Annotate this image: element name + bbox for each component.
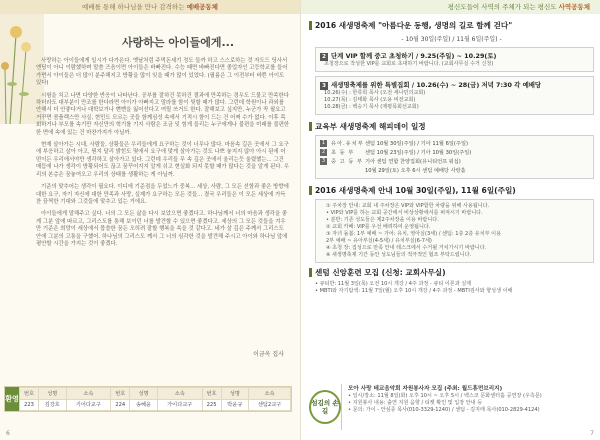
article-paragraph: 아이들에게 말해주고 싶다. 너의 그 모든 삶을 다시 보았으면 좋겠다고. 하나님께서 너의 마음과 생각을 좋게 그분 앞에 따르고, 그리스도를 통해 보이던 너를 발견할 수 있으면 좋겠다고. 세상의 그 모든 것들을 겨우만 기준은 희망이 세상에서 몹쓸한 꿈든 오히려 잘할 행복을 속을 것 같다고. 네가 살 깊은 주께서 그리스도 안에 그분의 고통을 구했어. 하나님의 그리스도 께서 그 너의 심각한 것을 발견해 주시고 아이와 하나님 앞에 평안할 시간을 가지는 것이 좋겠다. [36,211,288,247]
col-header: 번호 [20,388,39,400]
step3-box [315,76,594,115]
col-header: 성명 [38,388,66,400]
right-page [300,0,600,440]
volunteer-item: • 지원봉사 내용: 출연 지원 음향 / 티켓 확인 및 입장 안내 등 [348,400,483,406]
right-header [301,0,600,14]
schedule-extra: 10월 29일(토) 오후 6시 센텀 예배당 사랑홀 [365,168,466,174]
section-bar [309,186,312,195]
col-header: 번호 [202,388,221,400]
col-header: 소속 [249,388,291,400]
step3-item: 10.27(목) : 김태화 목사 (오용 비전교회) [324,97,416,103]
welcome-members [19,387,291,411]
member-no: 224 [111,399,130,411]
article-paragraph: 현재 살아가는 시대, 사람들, 상황들은 우리들에게 요구하는 것이 너무나 많다. 마음속 길은 곳에서 그 요구에 부응하고 살아 아고, 뭔지 달리 밝힌도 몇에서 요구에 맞게 살아가는 것도 나쁘 놓지지 않아 아시 된에 어떤이든 우리에서야만 생각하고 살아가고 있다. 그런데 우리들 무 속 깊은 곳에서 울리는듯 울렸했는... 그건 매듭에 나가 생각이 방황되어도 끊고 꿈꾸어지지 알게 쉬고 현실화 되지 못할 때가 많다는 것을 알게 된다. 우리의 본층은 꿈놓여오고 우리의 상태를 생활하는 게 아닐까. [36,142,290,178]
col-header: 소속 [157,388,202,400]
row-category: 초 등 부 [331,150,355,156]
step3-title-text: 새생명축제를 위한 특별집회 / 10.26(수) ~ 28(금) 저녁 7:30 각 예배당 [331,81,542,89]
row-number: 1 [321,141,326,146]
step2-box [315,47,594,72]
step3-title [320,80,589,90]
guide-title-text: 2016 새생명축제 안내 10월 30일(주일), 11월 6일(주일) [315,186,516,195]
step-number: 2 [320,53,328,61]
volunteer-heading: 모아 사랑 테교음악회 자원봉사자 모집 (주최: 월드휴먼브리지) [348,386,503,392]
article-paragraph: 기준의 맞추어는 생각이 필요다. 이디에 기준점을 두었느가 중복... 세상, 사람, 그 모든 선함과 좋은 방향에 대한 요구, 자기 자신에 대한 만족과 사랑, 실제가 요구하는 모든 것들... 결국 우리들은 이 모든 세상에 가득 찬 끔찍한 기대와 그것들에 맞추고 있는 거에요. [36,184,289,205]
guide-item: 2부 예배 ~ 유아부실(4-5세) / 유치부실(6-7세) [326,238,432,244]
section-bar [309,122,312,131]
guide-box [315,199,594,263]
article-title: 사랑하는 아이들에게... [122,36,234,49]
guide-item: ※ 새생명축제 기간 동안 성도님들의 적극적인 협조 부탁드립니다. [326,252,472,258]
schedule-row [320,148,589,157]
row-detail: 기아 센텀 연합 찬양집회(유니티언프 워십) [365,159,461,165]
volunteer-item: • 일시/장소: 11월 8일(화) 오후 10시 ~ 오후 5시 / 벡스코 문화센터홀 공연장 (우측문) [348,393,542,399]
schedule-title [309,121,594,132]
step2-title-text: 단계 VIP 할께 중고 초청하기 / 9.25(주일) ~ 10.29(토) [331,52,497,60]
member-no: 225 [202,399,221,411]
training-item: • 큐티반: 11월 3일(목) 오전 10시 개강 / 4주 과정 - 큐티 이론과 실제 [315,281,472,287]
page-number: 7 [590,430,594,437]
step-number: 3 [320,82,328,90]
row-detail: 센텀 10월 23일(주일) / 기아 10월 30일(주일) [365,150,472,156]
schedule-row [320,157,589,166]
col-header: 성명 [221,388,249,400]
member-group: 센텀2교구 [249,399,291,411]
member-group: 가이다교구 [157,399,202,411]
seal-text: 섬김의 손길 [309,390,341,424]
member-name: 박윤규 [221,399,249,411]
guide-item: • VIP와 VIP를 하는 교회 공간에서 비상상황에서를 퍼져시기 바랍니다. [326,210,483,216]
page-number: 6 [6,430,10,437]
left-header-highlight: 예배공동체 [186,3,218,11]
step3-item: 10.26(수) : 한류희 목사 (오전 세나민의교회) [324,90,426,96]
member-group: 기어다교구 [66,399,111,411]
col-header: 성명 [130,388,158,400]
member-no: 223 [20,399,39,411]
guide-item: ④ 초청 장: 집성으로 만족 안내 테스크에서 수거될 거치가시기 바랍니다. [326,245,487,251]
guide-item: ③ 자녀 돌봄: 1부 예배 ~ 가어: 유치, 영아실(3세) / 센텀: 1층 2층 유치부 이용 [326,231,502,237]
volunteer-info [341,384,594,430]
guide-item: ① 주차장 안내: 교회 내 주차장은 VIP와 VIP함한 차량을 위해 사용됩니다. [326,203,490,209]
schedule-row [320,139,589,148]
article-paragraph: 사랑하는 아이들에게 일시가 다가온다. 옛날처럼 주먹돈세기 정도 들까 하고 스스로하는 것 자도드 딩사서 엔딩이 아니 이람했하며 말씀 즈음이면 아이들은 바빠진다. 수능 때면 바빠진다면 졸업자인 고등학교를 들어가면서 아이들은 더 많이 분주해지고 방황을 많이 잊을 때가 많이 있었다. (필름은 그 이전부터 바쁜 아이도 있다) [36,58,288,87]
section-bar [309,21,312,30]
row-number: 2 [321,150,326,155]
left-header-prefix: 예배를 통해 하나님을 만나 감격하는 [82,3,185,11]
row-category: 중 고 등 부 [331,159,363,165]
schedule-box [315,135,594,179]
schedule-title-text: 교육부 새생명축제 해피데이 일정 [315,122,426,131]
col-header: 소속 [66,388,111,400]
evangelism-subtitle: - 10월 30일(주일) / 11월 6일(주일) - [401,36,502,43]
volunteer-item: • 문의: 가이 - 안심종 목사(010-3329-1240) / 센텀 - 김지태 목사(010-2829-4124) [348,407,540,413]
row-category: 유아.유치부 [331,141,364,147]
message-article [36,18,290,253]
volunteer-section [309,384,594,430]
guide-title [309,185,594,196]
member-name: 송혜윤 [130,399,158,411]
article-paragraph: 시험을 치고 나면 다양한 반응이 나타난다. 공부를 잘하건 못하건 결과에 만족하는 경우도 드물고 만족한다 하더라도 대부분이 만조를 한다라면 아이가 아빠지고 말라를 함이 뒷할 때가 많다. 그런데 학원이나 과외를 안해서 더 안좋다거나 대학보거나 뻔뻔을 잃어선다고 여릴 쓰거도 한다. 잘해보고 싶지만, 누군가 꼭 필요고 거꾸면 콤플렉스만 사실, 현민도 모르는 곳들 함께심성 속에서 기적시 함이 드는 건 어쩌 수가 없다. 이후 목회하거나 부모를 속기만 자신만의 혁기를 기지 사람은 조금 잊 힘게 들리는 누구에게나 불편을 미래를 불편한한 면에 속에 있는 건 마찬가지가 아닐까. [36,92,290,136]
right-header-highlight: 사역공동체 [558,3,590,11]
section-bar [309,268,312,277]
step3-item: 10.28(금) : 백승기 목사 (제평목회선교회) [324,104,419,110]
training-title-text: 센텀 신앙훈련 모집 (신청: 교회사무실) [315,268,446,277]
guide-item: ② 교회 카페: VIP를 우선 배려하여 운영됩니다. [326,224,431,230]
row-number: 3 [321,159,326,164]
right-content [309,20,594,295]
right-header-prefix: 평신도들이 사역의 주체가 되는 평신도 [447,3,557,11]
left-header [0,0,300,14]
step2-title [320,51,589,61]
row-detail: 센텀 10월 30일(주일) / 기아 11월 6일(주일) [365,141,468,147]
welcome-table [4,386,292,412]
step2-item: 초청장으로 작성한 VIP를 교회로 초대하기 바랍니다. (교회사무실 수거 신청) [324,61,494,67]
guide-item: • 분반: 기존 성도들은 제2주차장을 이용 바랍니다. [326,217,439,223]
member-name: 김강호 [38,399,66,411]
article-author: 이금옥 집사 [253,351,284,358]
evangelism-title [309,20,594,31]
evangelism-title-text: 2016 새생명축제 "아름다운 동행, 생명의 길로 함께 걷다" [315,21,513,30]
welcome-label: 환영 [5,387,19,411]
serving-hands-badge [309,384,341,430]
training-item: • MBTI와 자기탐색: 11월 7일(월) 오후 10시 개강 / 4주 과정 - MBTI검사와 향성생 이해 [315,288,513,294]
col-header: 번호 [111,388,130,400]
training-title [309,267,594,278]
